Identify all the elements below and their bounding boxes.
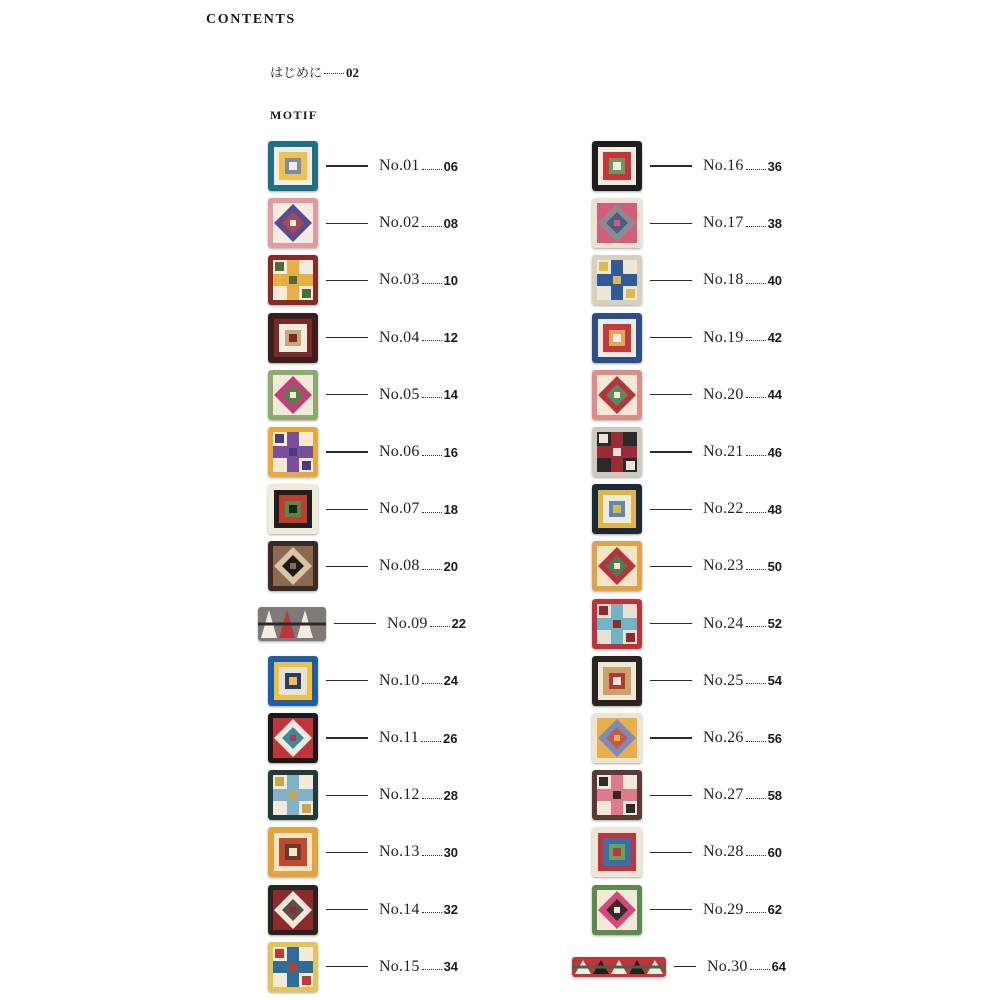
motif-page-number: 30 [443, 844, 459, 860]
dot-leader [422, 283, 442, 284]
connector-line [650, 680, 692, 681]
dot-leader [746, 397, 766, 398]
connector-line [650, 451, 692, 452]
motif-entry[interactable] [268, 884, 458, 936]
motif-entry[interactable] [268, 769, 458, 821]
connector-line [650, 566, 692, 567]
motif-page-number: 44 [767, 387, 783, 403]
motif-entry[interactable] [592, 769, 782, 821]
motif-label: No.28 [703, 843, 744, 861]
motif-page-number: 12 [443, 330, 459, 346]
connector-line [650, 909, 692, 910]
dot-leader [746, 798, 766, 799]
motif-page-number: 64 [771, 959, 787, 975]
dot-leader [746, 512, 766, 513]
motif-thumbnail [592, 484, 642, 534]
motif-thumbnail [592, 885, 642, 935]
dot-leader [746, 283, 766, 284]
motif-thumbnail [592, 427, 642, 477]
intro-label: はじめに [270, 66, 323, 81]
dot-leader [746, 226, 766, 227]
motif-label: No.18 [703, 271, 744, 289]
motif-thumbnail [268, 827, 318, 877]
motif-label: No.01 [379, 157, 420, 174]
motif-page-number: 10 [443, 272, 459, 288]
motif-entry[interactable] [592, 712, 782, 764]
motif-page-number: 58 [767, 787, 783, 803]
motif-entry[interactable] [268, 254, 458, 306]
connector-line [650, 337, 692, 338]
motif-page-number: 48 [767, 501, 783, 517]
connector-line [326, 680, 368, 681]
connector-line [326, 165, 368, 166]
connector-line [326, 451, 368, 452]
motif-label: No.27 [703, 786, 744, 804]
dot-leader [422, 798, 442, 799]
connector-line [326, 966, 368, 967]
motif-page-number: 54 [767, 673, 783, 689]
motif-label: No.16 [703, 157, 744, 174]
motif-label: No.21 [703, 443, 744, 460]
motif-label: No.29 [703, 900, 744, 918]
motif-entry[interactable] [592, 312, 782, 364]
motif-page-number: 06 [443, 158, 459, 174]
dot-leader [422, 683, 442, 684]
motif-page-number: 38 [767, 215, 783, 231]
motif-thumbnail [592, 313, 642, 363]
motif-page-number: 26 [442, 730, 458, 746]
motif-label: No.24 [703, 614, 744, 632]
connector-line [326, 337, 368, 338]
motif-page-number: 62 [767, 902, 783, 918]
motif-label: No.17 [703, 214, 744, 232]
motif-page-number: 46 [767, 444, 783, 460]
motif-page-number: 56 [767, 730, 783, 746]
connector-line [326, 280, 368, 281]
motif-thumbnail [268, 484, 318, 534]
motif-thumbnail [592, 827, 642, 877]
motif-entry[interactable] [258, 598, 466, 650]
dot-leader [422, 912, 442, 913]
connector-line [650, 623, 692, 624]
connector-line [326, 852, 368, 853]
motif-entry[interactable] [268, 712, 457, 764]
motif-thumbnail [592, 713, 642, 763]
connector-line [326, 795, 368, 796]
motif-thumbnail [592, 370, 642, 420]
dot-leader [422, 169, 442, 170]
motif-entry[interactable] [592, 655, 782, 707]
motif-thumbnail [268, 713, 318, 763]
motif-thumbnail [592, 198, 642, 248]
dot-leader [746, 683, 766, 684]
motif-thumbnail [572, 957, 666, 977]
motif-label: No.09 [387, 614, 428, 632]
motif-thumbnail [268, 370, 318, 420]
connector-line [334, 623, 376, 624]
motif-entry[interactable] [592, 369, 782, 421]
motif-entry[interactable] [268, 655, 458, 707]
motif-entry[interactable] [268, 540, 458, 592]
motif-label: No.03 [379, 271, 420, 289]
motif-thumbnail [268, 141, 318, 191]
motif-thumbnail [268, 541, 318, 591]
motif-entry[interactable] [592, 483, 782, 535]
connector-line [326, 737, 368, 738]
motif-page-number: 22 [451, 616, 467, 632]
connector-line [326, 909, 368, 910]
motif-entry[interactable] [268, 483, 458, 535]
motif-label: No.07 [379, 500, 420, 518]
motif-entry[interactable] [268, 369, 458, 421]
motif-entry[interactable] [572, 941, 786, 993]
connector-line [674, 966, 696, 967]
motif-label: No.30 [707, 957, 748, 975]
motif-entry[interactable] [268, 140, 458, 192]
motif-thumbnail [592, 599, 642, 649]
motif-thumbnail [268, 656, 318, 706]
motif-page-number: 34 [443, 959, 459, 975]
dot-leader [422, 855, 442, 856]
motif-page-number: 40 [767, 272, 783, 288]
dot-leader [324, 73, 344, 74]
intro-entry[interactable] [270, 62, 359, 81]
motif-thumbnail [592, 255, 642, 305]
dot-leader [422, 969, 442, 970]
motif-page-number: 18 [443, 501, 459, 517]
motif-entry[interactable] [592, 884, 782, 936]
motif-label: No.25 [703, 671, 744, 689]
motif-thumbnail [268, 942, 318, 992]
motif-page-number: 24 [443, 673, 459, 689]
motif-entry[interactable] [592, 254, 782, 306]
motif-entry[interactable] [268, 941, 458, 993]
motif-label: No.15 [379, 957, 420, 975]
motif-thumbnail [592, 141, 642, 191]
motif-entry[interactable] [268, 312, 458, 364]
motif-thumbnail [268, 770, 318, 820]
motif-thumbnail [258, 607, 326, 641]
dot-leader [422, 397, 442, 398]
motif-page-number: 16 [443, 444, 459, 460]
connector-line [650, 165, 692, 166]
motif-label: No.08 [379, 557, 420, 575]
motif-entry[interactable] [592, 598, 782, 650]
motif-page-number: 28 [443, 787, 459, 803]
motif-label: No.26 [703, 729, 744, 746]
dot-leader [746, 626, 766, 627]
motif-page-number: 52 [767, 616, 783, 632]
dot-leader [746, 169, 766, 170]
motif-thumbnail [592, 541, 642, 591]
motif-page-number: 36 [767, 158, 783, 174]
connector-line [326, 223, 368, 224]
dot-leader [422, 340, 442, 341]
motif-label: No.20 [703, 385, 744, 403]
motif-page-number: 08 [443, 215, 459, 231]
motif-label: No.02 [379, 214, 420, 232]
connector-line [326, 394, 368, 395]
dot-leader [746, 569, 766, 570]
motif-page-number: 50 [767, 558, 783, 574]
connector-line [650, 223, 692, 224]
motif-thumbnail [268, 427, 318, 477]
motif-label: No.22 [703, 500, 744, 518]
motif-thumbnail [268, 313, 318, 363]
section-title-motif: MOTIF [270, 108, 318, 122]
dot-leader [422, 226, 442, 227]
connector-line [650, 852, 692, 853]
motif-label: No.13 [379, 843, 420, 861]
connector-line [650, 394, 692, 395]
dot-leader [422, 569, 442, 570]
motif-entry[interactable] [592, 540, 782, 592]
motif-thumbnail [592, 656, 642, 706]
connector-line [650, 737, 692, 738]
intro-page-number: 02 [346, 65, 360, 80]
motif-page-number: 60 [767, 844, 783, 860]
dot-leader [746, 455, 766, 456]
connector-line [326, 509, 368, 510]
motif-label: No.04 [379, 328, 420, 346]
motif-page-number: 14 [443, 387, 459, 403]
connector-line [650, 795, 692, 796]
dot-leader [422, 455, 442, 456]
dot-leader [422, 512, 442, 513]
motif-label: No.14 [379, 900, 420, 918]
dot-leader [421, 741, 441, 742]
motif-label: No.05 [379, 385, 420, 403]
motif-label: No.11 [379, 729, 419, 746]
dot-leader [750, 969, 770, 970]
motif-entry[interactable] [592, 140, 782, 192]
motif-entry[interactable] [592, 197, 782, 249]
dot-leader [746, 855, 766, 856]
motif-thumbnail [268, 885, 318, 935]
dot-leader [746, 340, 766, 341]
motif-thumbnail [592, 770, 642, 820]
connector-line [650, 509, 692, 510]
motif-page-number: 42 [767, 330, 783, 346]
motif-entry[interactable] [592, 426, 782, 478]
motif-page-number: 20 [443, 558, 459, 574]
motif-entry[interactable] [268, 826, 458, 878]
motif-label: No.10 [379, 671, 420, 689]
motif-page-number: 32 [443, 902, 459, 918]
motif-thumbnail [268, 198, 318, 248]
motif-label: No.06 [379, 443, 420, 460]
connector-line [650, 280, 692, 281]
motif-thumbnail [268, 255, 318, 305]
motif-entry[interactable] [592, 826, 782, 878]
connector-line [326, 566, 368, 567]
dot-leader [746, 741, 766, 742]
contents-title: CONTENTS [206, 12, 296, 27]
motif-label: No.12 [379, 786, 420, 804]
dot-leader [430, 626, 450, 627]
dot-leader [746, 912, 766, 913]
motif-entry[interactable] [268, 197, 458, 249]
motif-label: No.23 [703, 557, 744, 575]
motif-label: No.19 [703, 328, 744, 346]
motif-entry[interactable] [268, 426, 458, 478]
